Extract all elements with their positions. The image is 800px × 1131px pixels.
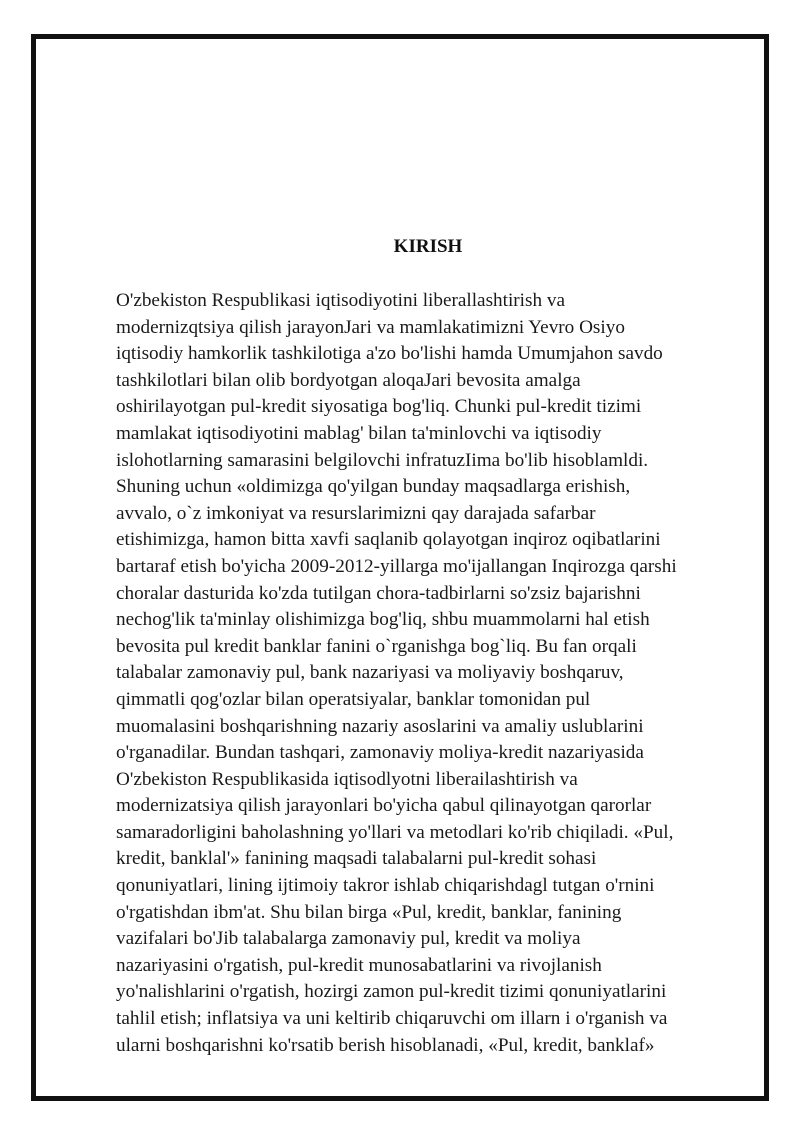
- text-line: islohotlarning samarasini belgilovchi infratuzIima bo'lib hisoblamldi.: [116, 449, 649, 471]
- text-line: nechog'lik ta'minlay olishimizga bog'liq, shbu muammolarni hal etish: [116, 609, 650, 631]
- text-line: O'zbekiston Respublikasida iqtisodlyotni liberailashtirish va: [116, 768, 578, 790]
- text-line: avvalo, o`z imkoniyat va resurslarimizni qay darajada safarbar: [116, 502, 596, 524]
- text-line: bevosita pul kredit banklar fanini o`rganishga bog`liq. Bu fan orqali: [116, 635, 637, 657]
- text-line: vazifalari bo'Jib talabalarga zamonaviy pul, kredit va moliya: [116, 928, 581, 950]
- text-line: modernizqtsiya qilish jarayonJari va mamlakatimizni Yevro Osiyo: [116, 316, 625, 338]
- text-line: iqtisodiy hamkorlik tashkilotiga a'zo bo'lishi hamda Umumjahon savdo: [116, 343, 663, 365]
- page-title: KIRISH: [393, 236, 463, 257]
- text-line: modernizatsiya qilish jarayonlari bo'yicha qabul qilinayotgan qarorlar: [116, 795, 652, 817]
- text-line: kredit, banklal'» fanining maqsadi talabalarni pul-kredit sohasi: [116, 848, 597, 870]
- text-line: mamlakat iqtisodiyotini mablag' bilan ta'minlovchi va iqtisodiy: [116, 422, 602, 444]
- body-paragraph: [116, 288, 756, 1059]
- text-line: o'rgatishdan ibm'at. Shu bilan birga «Pul, kredit, banklar, fanining: [116, 901, 622, 923]
- text-line: etishimizga, hamon bitta xavfi saqlanib qolayotgan inqiroz oqibatlarini: [116, 529, 661, 551]
- text-line: talabalar zamonaviy pul, bank nazariyasi va moliyaviy boshqaruv,: [116, 662, 624, 684]
- text-line: ularni boshqarishni ko'rsatib berish hisoblanadi, «Pul, kredit, banklaf»: [116, 1034, 655, 1056]
- text-line: tashkilotlari bilan olib bordyotgan aloqaJari bevosita amalga: [116, 369, 581, 391]
- text-line: yo'nalishlarini o'rgatish, hozirgi zamon pul-kredit tizimi qonuniyatlarini: [116, 981, 667, 1003]
- text-line: bartaraf etish bo'yicha 2009-2012-yillarga mo'ijallangan Inqirozga qarshi: [116, 555, 677, 577]
- text-line: qimmatli qog'ozlar bilan operatsiyalar, banklar tomonidan pul: [116, 688, 591, 710]
- text-line: oshirilayotgan pul-kredit siyosatiga bog'liq. Chunki pul-kredit tizimi: [116, 396, 642, 418]
- text-line: nazariyasini o'rgatish, pul-kredit munosabatlarini va rivojlanish: [116, 954, 602, 976]
- text-line: choralar dasturida ko'zda tutilgan chora-tadbirlarni so'zsiz bajarishni: [116, 582, 641, 604]
- text-line: o'rganadilar. Bundan tashqari, zamonaviy moliya-kredit nazariyasida: [116, 742, 644, 764]
- text-line: muomalasini boshqarishning nazariy asoslarini va amaliy uslublarini: [116, 715, 644, 737]
- text-line: Shuning uchun «oldimizga qo'yilgan bunday maqsadlarga erishish,: [116, 476, 631, 498]
- text-line: samaradorligini baholashning yo'llari va metodlari ko'rib chiqiladi. «Pul,: [116, 821, 674, 843]
- text-line: tahlil etish; inflatsiya va uni keltirib chiqaruvchi om illarn i o'rganish va: [116, 1008, 668, 1030]
- text-line: O'zbekiston Respublikasi iqtisodiyotini liberallashtirish va: [116, 290, 565, 311]
- text-line: qonuniyatlari, lining ijtimoiy takror ishlab chiqarishdagl tutgan o'rnini: [116, 875, 655, 897]
